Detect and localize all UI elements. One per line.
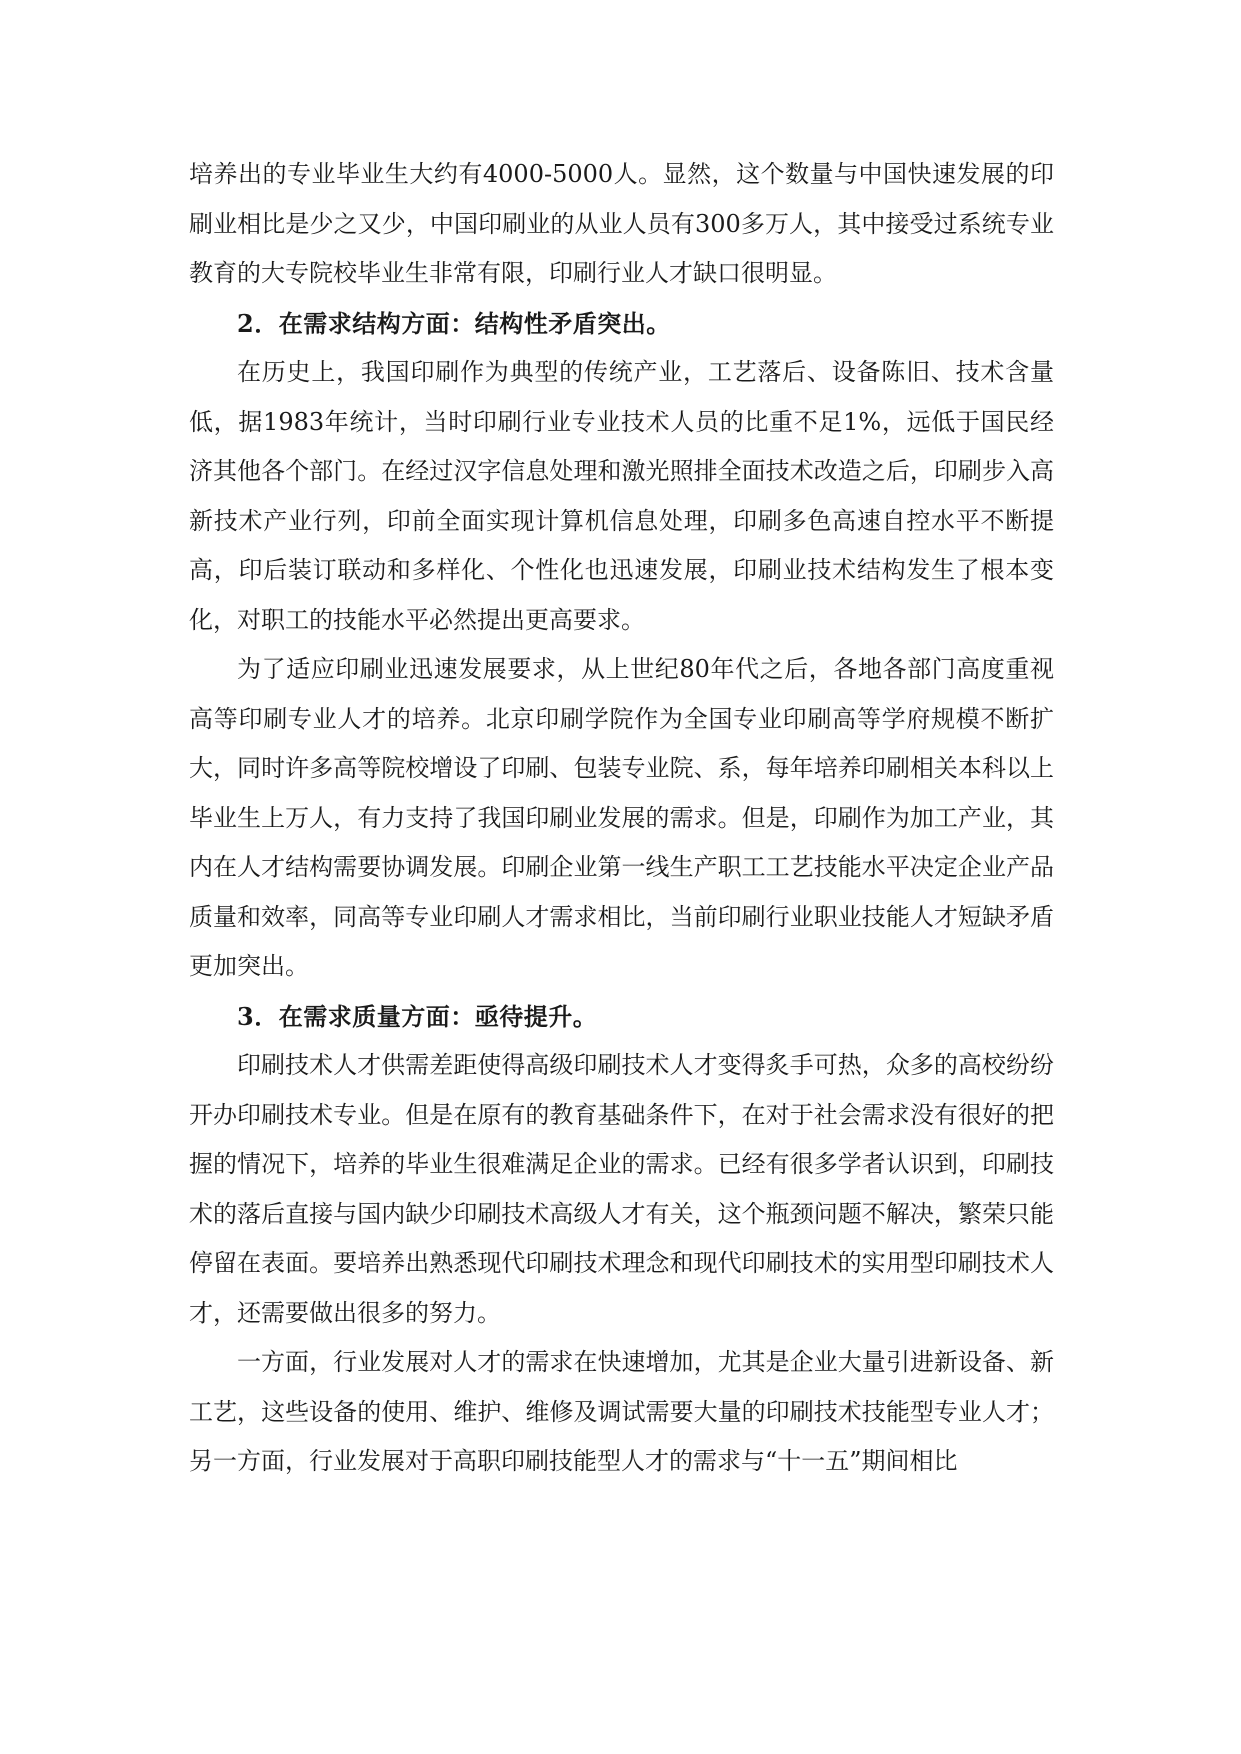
section-heading-2: 2．在需求结构方面：结构性矛盾突出。 — [237, 308, 671, 338]
section-heading-3: 3．在需求质量方面：亟待提升。 — [237, 1001, 598, 1031]
paragraph-history: 在历史上，我国印刷作为典型的传统产业，工艺落后、设备陈旧、技术含量低，据1983年统计，当时印刷行业专业技术人员的比重不足1%，远低于国民经济其他各个部门。在经过汉字信息处理和激光照排全面技术改造之后，印刷步入高新技术产业行列，印前全面实现计算机信息处理，印刷多色高速自控水平不断提高，印后装订联动和多样化、个性化也迅速发展，印刷业技术结构发生了根本变化，对职工的技能水平必然提出更高要求。 — [189, 358, 1054, 634]
document-body — [189, 150, 1054, 1487]
paragraph-continuation: 培养出的专业毕业生大约有4000-5000人。显然，这个数量与中国快速发展的印刷业相比是少之又少，中国印刷业的从业人员有300多万人，其中接受过系统专业教育的大专院校毕业生非常有限，印刷行业人才缺口很明显。 — [189, 160, 1054, 287]
paragraph-industry-demand: 一方面，行业发展对人才的需求在快速增加，尤其是企业大量引进新设备、新工艺，这些设备的使用、维护、维修及调试需要大量的印刷技术技能型专业人才；另一方面，行业发展对于高职印刷技能型人才的需求与“十一五”期间相比 — [189, 1348, 1054, 1475]
paragraph-talent-gap: 印刷技术人才供需差距使得高级印刷技术人才变得炙手可热，众多的高校纷纷开办印刷技术专业。但是在原有的教育基础条件下，在对于社会需求没有很好的把握的情况下，培养的毕业生很难满足企业的需求。已经有很多学者认识到，印刷技术的落后直接与国内缺少印刷技术高级人才有关，这个瓶颈问题不解决，繁荣只能停留在表面。要培养出熟悉现代印刷技术理念和现代印刷技术的实用型印刷技术人才，还需要做出很多的努力。 — [189, 1051, 1054, 1327]
paragraph-adaptation: 为了适应印刷业迅速发展要求，从上世纪80年代之后，各地各部门高度重视高等印刷专业人才的培养。北京印刷学院作为全国专业印刷高等学府规模不断扩大，同时许多高等院校增设了印刷、包装专业院、系，每年培养印刷相关本科以上毕业生上万人，有力支持了我国印刷业发展的需求。但是，印刷作为加工产业，其内在人才结构需要协调发展。印刷企业第一线生产职工工艺技能水平决定企业产品质量和效率，同高等专业印刷人才需求相比，当前印刷行业职业技能人才短缺矛盾更加突出。 — [189, 655, 1054, 980]
